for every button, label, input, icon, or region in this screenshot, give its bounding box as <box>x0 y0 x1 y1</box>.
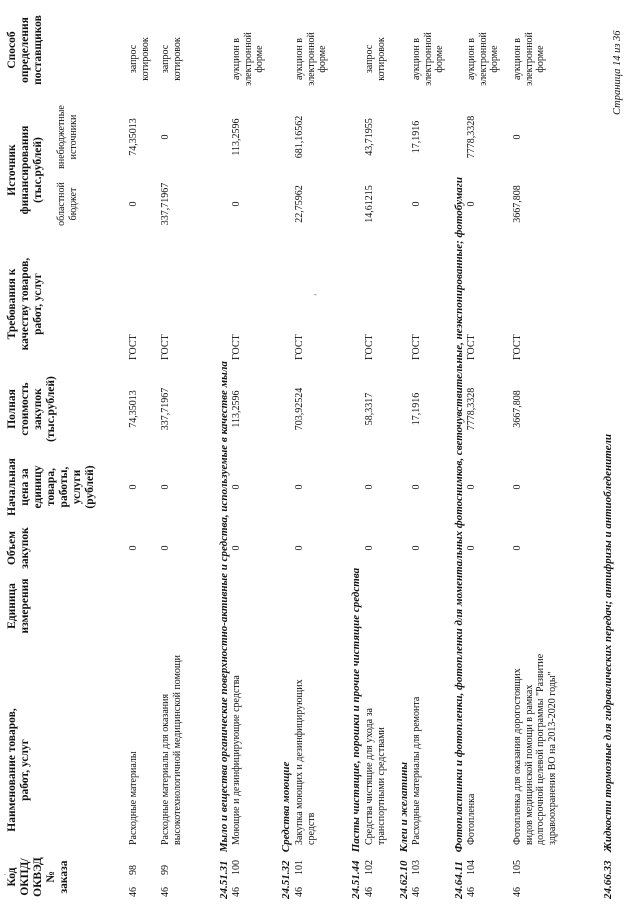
row-price: 0 <box>466 484 477 490</box>
row-okpd: 46 <box>411 887 422 897</box>
row-okpd: 46 <box>512 887 523 897</box>
row-volume: 0 <box>160 545 171 551</box>
section-title: Средства моющие <box>280 761 292 853</box>
row-name: Фотопленка <box>466 793 477 845</box>
row-volume: 0 <box>466 545 477 551</box>
row-volume: 0 <box>364 545 375 551</box>
section-heading <box>398 762 410 899</box>
row-number: 102 <box>364 860 375 875</box>
section-code: 24.51.32 <box>280 860 292 899</box>
row-method: запрос котировок <box>364 37 387 81</box>
row-total: 58,3317 <box>364 392 375 426</box>
section-heading <box>453 177 465 899</box>
row-total: 3667,808 <box>512 390 523 428</box>
row-offbudget: 17,1916 <box>411 120 422 154</box>
section-heading <box>280 762 292 899</box>
row-price: 0 <box>231 484 242 490</box>
scan-mark: - <box>314 290 317 299</box>
section-heading <box>602 434 614 899</box>
row-total: 113,2596 <box>231 390 242 428</box>
row-total: 74,35013 <box>128 390 139 428</box>
row-number: 101 <box>294 860 305 875</box>
row-number: 104 <box>466 860 477 875</box>
section-code: 24.51.31 <box>218 860 230 899</box>
page-number: Страница 14 из 36 <box>612 30 623 115</box>
row-okpd: 46 <box>231 887 242 897</box>
row-number: 100 <box>231 860 242 875</box>
row-method: аукцион в электронной форме <box>231 32 265 86</box>
header-unit: Единица измерения <box>6 578 31 634</box>
row-okpd: 46 <box>466 887 477 897</box>
row-price: 0 <box>364 484 375 490</box>
section-heading <box>350 568 362 899</box>
row-regional: 22,75962 <box>294 185 305 223</box>
row-volume: 0 <box>294 545 305 551</box>
header-requirements: Требования к качеству товаров, работ, услуг <box>6 257 44 351</box>
header-funding-regional: областной бюджет <box>56 182 79 226</box>
row-offbudget: 74,35013 <box>128 118 139 156</box>
section-code: 24.62.10 <box>398 860 410 899</box>
row-offbudget: 43,71955 <box>364 118 375 156</box>
row-method: аукцион в электронной форме <box>512 32 546 86</box>
row-name: Расходные материалы <box>128 751 139 845</box>
header-unit-price: Начальная цена за единицу товара, работы, услуги (рублей) <box>6 458 96 516</box>
section-code: 24.64.11 <box>453 861 465 899</box>
row-offbudget: 0 <box>512 134 523 140</box>
row-okpd: 46 <box>128 887 139 897</box>
row-requirements: ГОСТ <box>128 334 139 360</box>
row-offbudget: 113,2596 <box>231 118 242 156</box>
row-price: 0 <box>128 484 139 490</box>
row-offbudget: 681,16562 <box>294 115 305 159</box>
row-number: 105 <box>512 860 523 875</box>
row-name: Закупка моющих и дезинфицирующих средств <box>294 679 317 845</box>
row-name: Расходные материалы для оказания высокотехнологичной медицинской помощи <box>160 655 183 845</box>
row-offbudget: 7778,3328 <box>466 115 477 159</box>
header-funding-offbudget: внебюджетные источники <box>56 105 79 169</box>
row-regional: 0 <box>466 201 477 207</box>
header-name: Наименование товаров, работ, услуг <box>6 708 31 832</box>
section-title: Пасты чистящие, порошки и прочие чистящие средства <box>350 567 362 853</box>
row-total: 337,71967 <box>160 387 171 431</box>
row-offbudget: 0 <box>160 134 171 140</box>
row-regional: 0 <box>128 201 139 207</box>
row-number: 98 <box>128 865 139 875</box>
header-volume: Объем закупок <box>6 527 31 569</box>
row-requirements: ГОСТ <box>294 334 305 360</box>
section-code: 24.66.33 <box>602 860 614 899</box>
row-requirements: ГОСТ <box>160 334 171 360</box>
section-heading <box>218 361 230 899</box>
row-name: Фотопленка для оказания дорогостоящих видов медицинской помощи в рамках долгосрочной целевой программы "Развитие здравоохранения ВО на 2013-2020 годы" <box>512 653 558 845</box>
header-total: Полная стоимость закупок (тыс.рублей) <box>6 376 57 442</box>
section-title: Мыло и вещества органические поверхностно-активные и средства, используемые в качестве мыла <box>218 361 230 853</box>
scan-mark: . <box>4 868 6 877</box>
row-requirements: ГОСТ <box>512 334 523 360</box>
row-regional: 0 <box>231 201 242 207</box>
row-total: 703,92524 <box>294 387 305 431</box>
row-price: 0 <box>512 484 523 490</box>
row-volume: 0 <box>231 545 242 551</box>
row-number: 99 <box>160 865 171 875</box>
row-method: аукцион в электронной форме <box>411 32 445 86</box>
row-price: 0 <box>160 484 171 490</box>
row-regional: 337,71967 <box>160 182 171 226</box>
row-volume: 0 <box>411 545 422 551</box>
row-total: 7778,3328 <box>466 387 477 431</box>
row-method: запрос котировок <box>160 37 183 81</box>
row-requirements: ГОСТ <box>411 334 422 360</box>
row-method: аукцион в электронной форме <box>294 32 328 86</box>
section-title: Фотопластинки и фотопленки, фотопленки для моментальных фотоснимков, светочувствительные, неэкспонированные; фотобумаги <box>453 177 465 853</box>
row-requirements: ГОСТ <box>466 334 477 360</box>
section-code: 24.51.44 <box>350 860 362 899</box>
row-price: 0 <box>411 484 422 490</box>
row-regional: 3667,808 <box>512 185 523 223</box>
section-title: Клеи и желатины <box>398 762 410 853</box>
row-regional: 0 <box>411 201 422 207</box>
row-number: 103 <box>411 860 422 875</box>
header-code: Код ОКПД/ ОКВЭД № заказа <box>6 857 70 897</box>
row-regional: 14,61215 <box>364 185 375 223</box>
row-method: аукцион в электронной форме <box>466 32 500 86</box>
row-requirements: ГОСТ <box>364 334 375 360</box>
row-name: Расходные материалы для ремонта <box>411 696 422 845</box>
header-funding: Источник финансирования (тыс.рублей) <box>6 125 44 215</box>
row-okpd: 46 <box>160 887 171 897</box>
row-price: 0 <box>294 484 305 490</box>
row-name: Моющие и дезинфицирующие средства <box>231 675 242 845</box>
row-total: 17,1916 <box>411 392 422 426</box>
row-name: Средства чистящие для ухода за транспортными средствами <box>364 708 387 845</box>
section-title: Жидкости тормозные для гидравлических передач; антифризы и антиобледенители <box>602 434 614 853</box>
row-requirements: ГОСТ <box>231 334 242 360</box>
header-method: Способ определения поставщиков <box>6 15 44 85</box>
row-okpd: 46 <box>294 887 305 897</box>
row-method: запрос котировок <box>128 37 151 81</box>
row-okpd: 46 <box>364 887 375 897</box>
row-volume: 0 <box>512 545 523 551</box>
row-volume: 0 <box>128 545 139 551</box>
